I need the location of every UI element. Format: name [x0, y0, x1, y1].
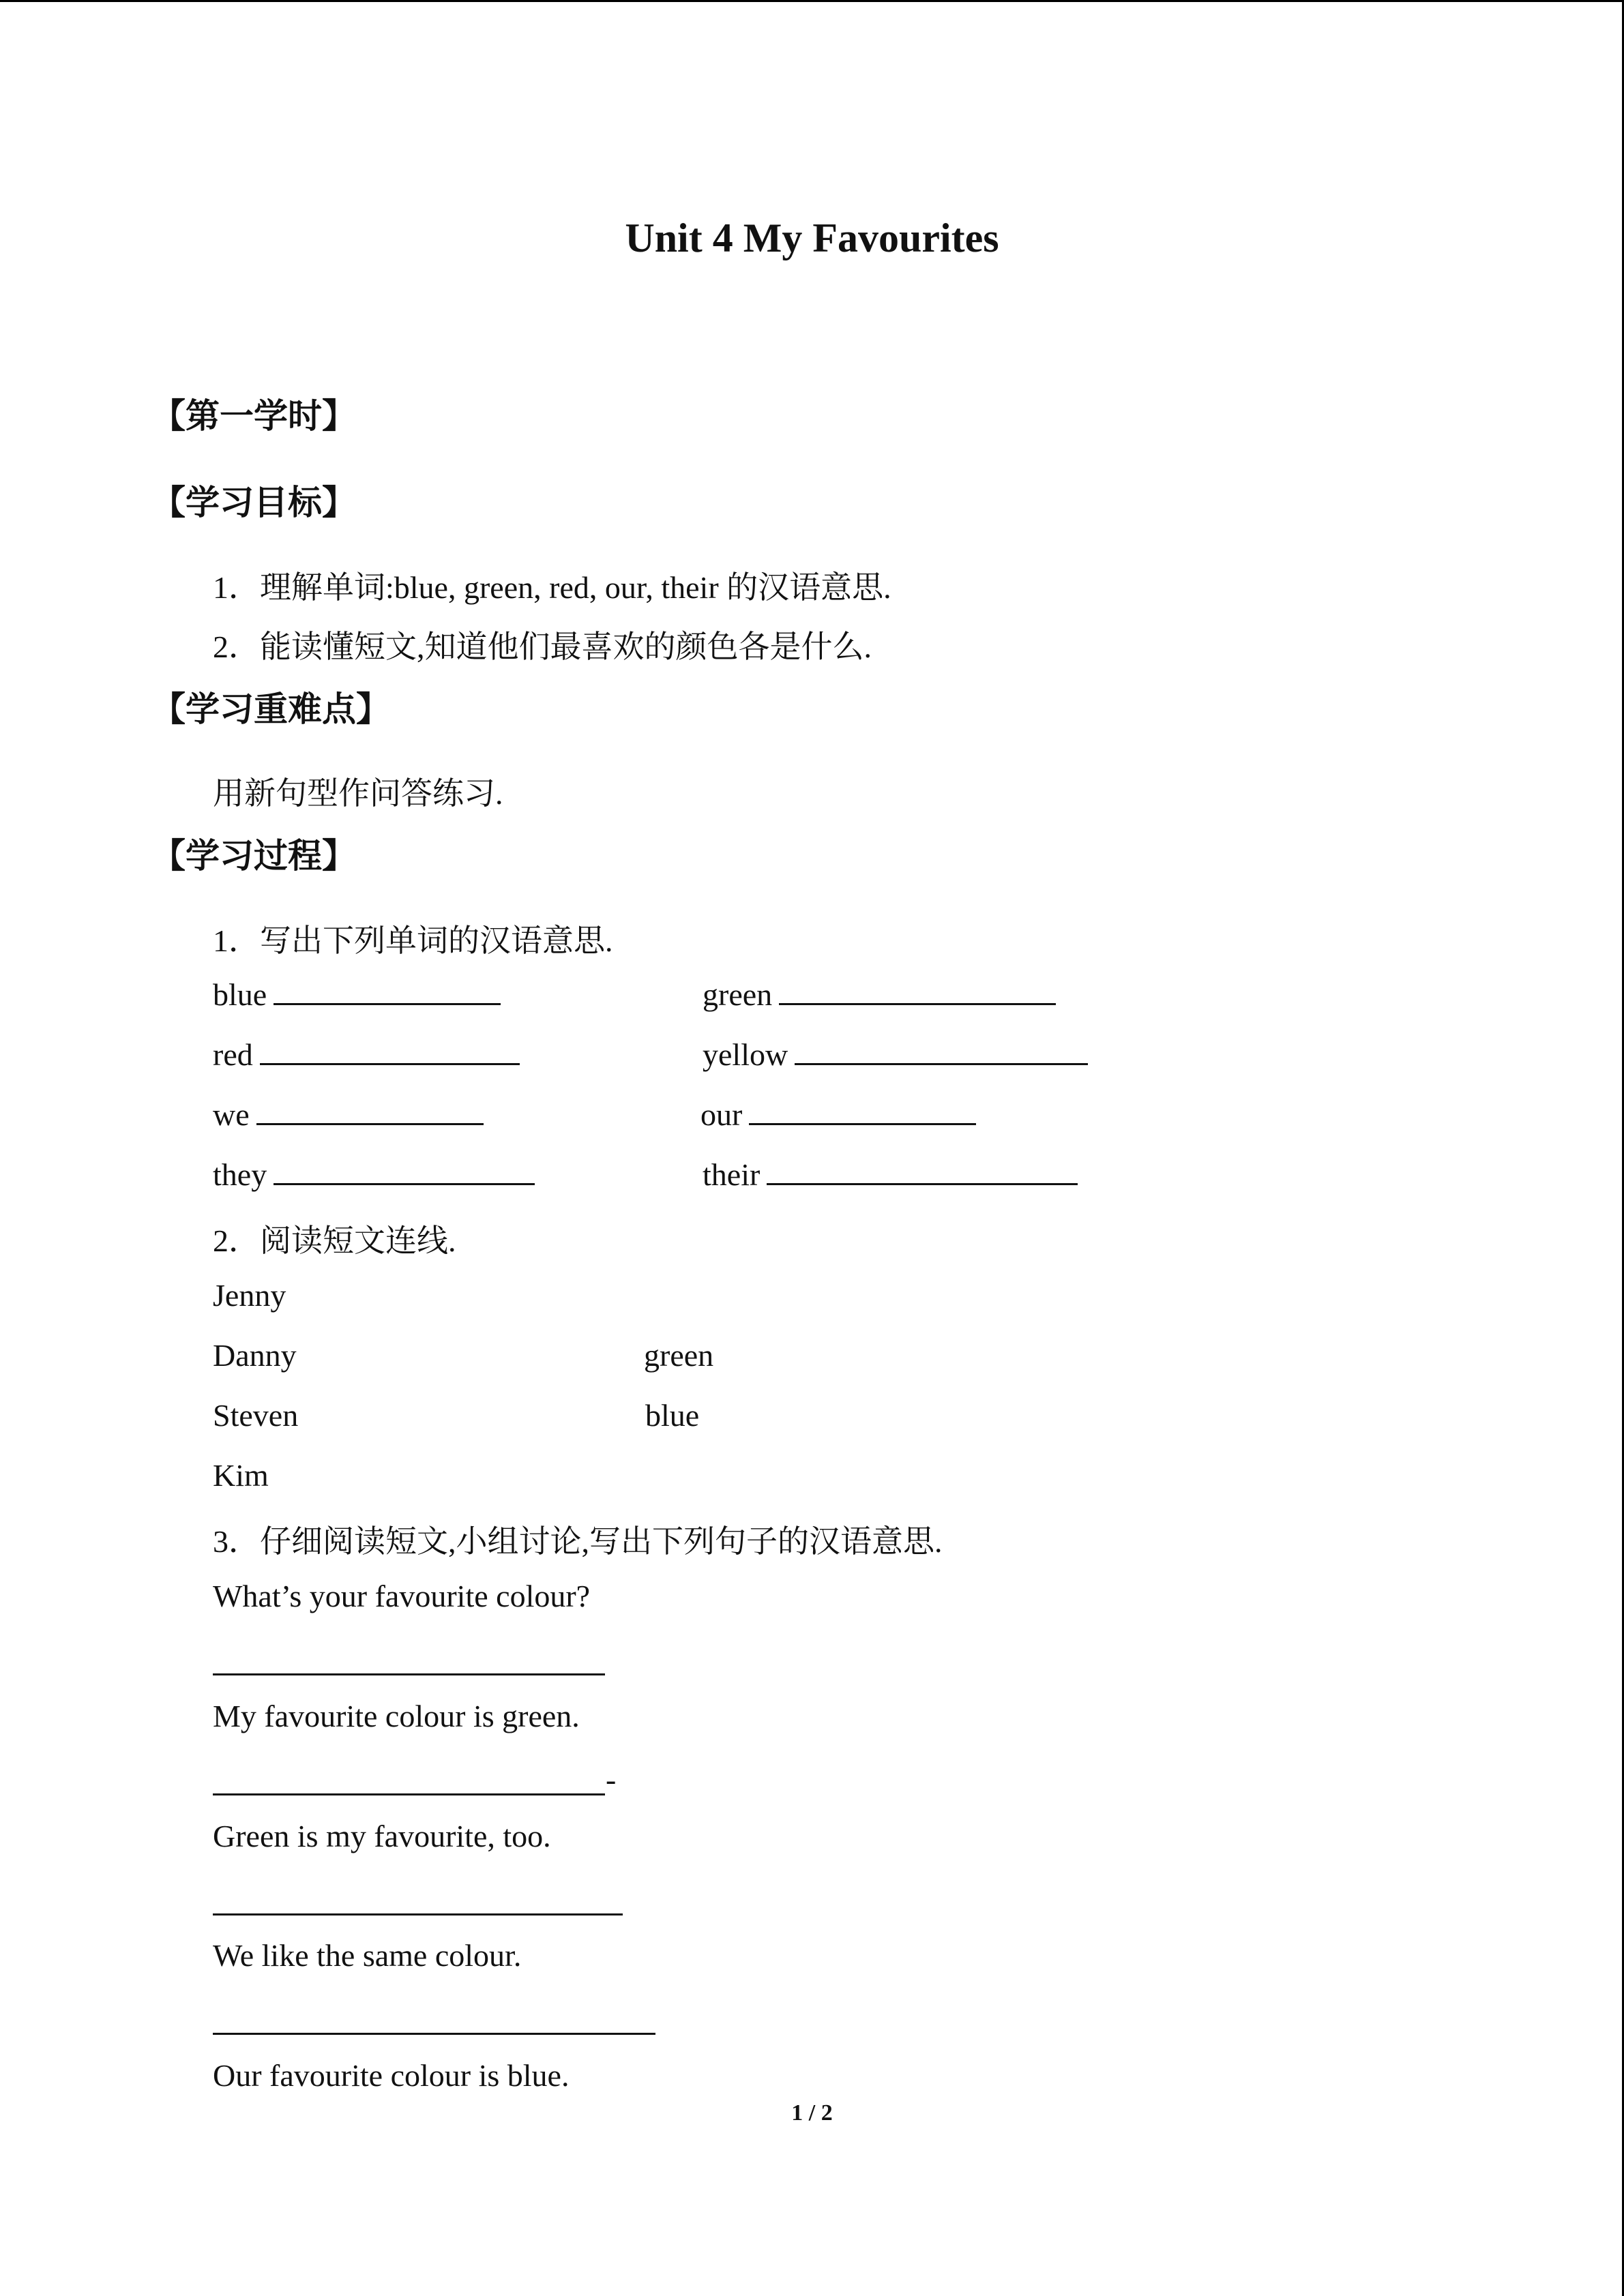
- sentence-item: Our favourite colour is blue.: [213, 2058, 570, 2093]
- objective-item-1: 1．理解单词:blue, green, red, our, their 的汉语意思.: [213, 570, 891, 605]
- match-name: Jenny: [213, 1278, 286, 1313]
- word-label: they: [213, 1157, 267, 1192]
- word-item: [213, 1037, 520, 1073]
- word-label: red: [213, 1037, 253, 1072]
- page-number: 1 / 2: [791, 2100, 833, 2126]
- process-heading: 【学习过程】: [151, 836, 356, 876]
- word-label: we: [213, 1097, 250, 1132]
- match-colour: blue: [645, 1398, 700, 1433]
- answer-blank[interactable]: [749, 1097, 976, 1125]
- period-heading: 【第一学时】: [151, 396, 356, 436]
- answer-blank[interactable]: [767, 1157, 1078, 1185]
- match-name: Kim: [213, 1458, 269, 1493]
- word-item: [213, 976, 501, 1013]
- word-label: green: [703, 977, 773, 1012]
- answer-blank[interactable]: [256, 1097, 484, 1125]
- answer-line[interactable]: [213, 1673, 605, 1675]
- answer-blank[interactable]: [795, 1037, 1088, 1065]
- objective-item-2: 2．能读懂短文,知道他们最喜欢的颜色各是什么.: [213, 629, 872, 664]
- sentence-item: We like the same colour.: [213, 1938, 522, 1973]
- word-item: [703, 1157, 1078, 1193]
- word-label: their: [703, 1157, 761, 1192]
- answer-blank[interactable]: [274, 977, 501, 1005]
- objectives-heading: 【学习目标】: [151, 483, 356, 522]
- dash-mark: -: [606, 1762, 617, 1797]
- word-label: yellow: [703, 1037, 788, 1072]
- answer-line[interactable]: [213, 1793, 605, 1795]
- exercise3-instruction: 3．仔细阅读短文,小组讨论,写出下列句子的汉语意思.: [213, 1524, 943, 1559]
- answer-blank[interactable]: [260, 1037, 520, 1065]
- match-colour: green: [644, 1338, 714, 1373]
- key-points-text: 用新句型作问答练习.: [213, 776, 503, 811]
- answer-blank[interactable]: [274, 1157, 535, 1185]
- word-label: our: [700, 1097, 743, 1132]
- word-item: [703, 976, 1056, 1013]
- match-name: Steven: [213, 1398, 299, 1433]
- answer-blank[interactable]: [779, 977, 1056, 1005]
- word-item: [213, 1157, 535, 1193]
- key-points-heading: 【学习重难点】: [151, 689, 390, 729]
- page-top-border: [0, 0, 1624, 2]
- match-name: Danny: [213, 1338, 297, 1373]
- answer-line[interactable]: [213, 1913, 623, 1915]
- exercise1-instruction: 1．写出下列单词的汉语意思.: [213, 923, 613, 958]
- word-item: [213, 1097, 484, 1133]
- word-label: blue: [213, 977, 267, 1012]
- exercise2-instruction: 2．阅读短文连线.: [213, 1223, 456, 1258]
- sentence-item: My favourite colour is green.: [213, 1699, 580, 1733]
- sentence-item: What’s your favourite colour?: [213, 1579, 591, 1613]
- word-item: [700, 1097, 976, 1133]
- answer-line[interactable]: [213, 2033, 655, 2035]
- word-item: [703, 1037, 1088, 1073]
- page-title: Unit 4 My Favourites: [625, 215, 999, 260]
- sentence-item: Green is my favourite, too.: [213, 1819, 551, 1853]
